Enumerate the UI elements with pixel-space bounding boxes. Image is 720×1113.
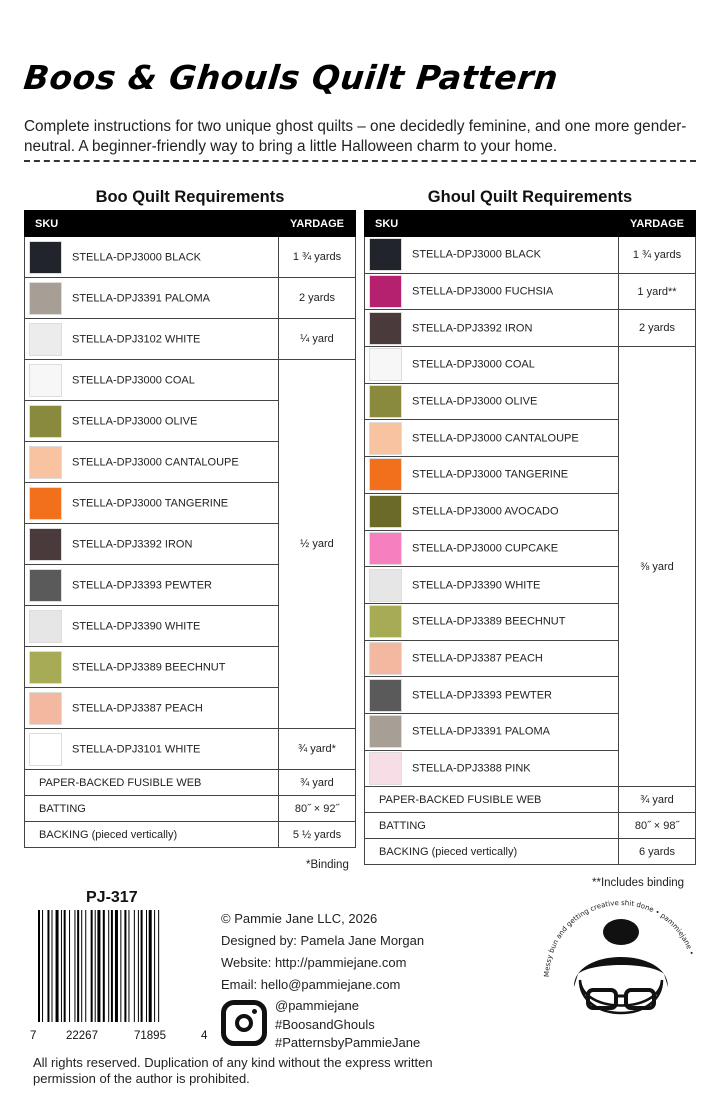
- fabric-row: [25, 319, 356, 360]
- merged-yardage: ⅜ yard: [619, 347, 696, 787]
- fabric-cell: [25, 729, 279, 770]
- fabric-cell: [365, 273, 619, 310]
- website-link[interactable]: Website: http://pammiejane.com: [221, 955, 407, 970]
- fabric-sku: STELLA-DPJ3388 PINK: [412, 762, 531, 775]
- barcode-icon: [36, 910, 208, 1022]
- merged-yardage: ½ yard: [279, 360, 356, 729]
- supply-row: [365, 787, 696, 813]
- fabric-sku: STELLA-DPJ3000 TANGERINE: [412, 468, 569, 481]
- barcode-bar: [146, 910, 147, 1022]
- fabric-swatch: [29, 610, 62, 643]
- hashtag-patterns: #PatternsbyPammieJane: [275, 1035, 421, 1050]
- barcode-bar: [77, 910, 79, 1022]
- supply-yardage: 5 ½ yards: [279, 822, 356, 848]
- fabric-swatch: [369, 422, 402, 455]
- fabric-sku: STELLA-DPJ3000 CANTALOUPE: [412, 432, 579, 445]
- barcode-bar: [141, 910, 143, 1022]
- fabric-sku: STELLA-DPJ3393 PEWTER: [72, 578, 212, 591]
- fabric-sku: STELLA-DPJ3391 PALOMA: [412, 725, 550, 738]
- supply-yardage: 6 yards: [619, 839, 696, 865]
- fabric-sku: STELLA-DPJ3102 WHITE: [72, 332, 201, 345]
- boo-table-title: Boo Quilt Requirements: [95, 188, 285, 206]
- barcode-bar: [95, 910, 96, 1022]
- instagram-icon[interactable]: [221, 1000, 267, 1046]
- barcode-bar: [120, 910, 121, 1022]
- fabric-cell: [25, 606, 279, 647]
- fabric-cell: [25, 565, 279, 606]
- barcode-bar: [128, 910, 129, 1022]
- fabric-cell: [365, 493, 619, 530]
- fabric-swatch: [29, 651, 62, 684]
- instagram-handle[interactable]: @pammiejane: [275, 998, 360, 1013]
- fabric-cell: [365, 420, 619, 457]
- fabric-sku: STELLA-DPJ3390 WHITE: [72, 619, 201, 632]
- copyright-text: © Pammie Jane LLC, 2026: [221, 911, 378, 926]
- boo-requirements-table: [24, 210, 356, 848]
- fabric-yardage: ¼ yard: [279, 319, 356, 360]
- ghoul-binding-note: **Includes binding: [592, 877, 685, 889]
- supply-label: BACKING (pieced vertically): [365, 839, 619, 865]
- fabric-row: [25, 729, 356, 770]
- fabric-swatch: [369, 275, 402, 308]
- fabric-sku: STELLA-DPJ3101 WHITE: [72, 742, 201, 755]
- fabric-swatch: [29, 733, 62, 766]
- hashtag-boos: #BoosandGhouls: [275, 1017, 375, 1032]
- fabric-yardage: 2 yards: [619, 310, 696, 347]
- fabric-swatch: [369, 642, 402, 675]
- fabric-swatch: [369, 715, 402, 748]
- fabric-swatch: [29, 364, 62, 397]
- fabric-yardage: ¾ yard*: [279, 729, 356, 770]
- barcode-bar: [103, 910, 105, 1022]
- barcode-bar: [115, 910, 118, 1022]
- col-yardage-header: YARDAGE: [619, 211, 696, 237]
- barcode-bar: [52, 910, 53, 1022]
- fabric-swatch: [29, 528, 62, 561]
- supply-yardage: 80˝ × 98˝: [619, 813, 696, 839]
- fabric-cell: [365, 383, 619, 420]
- fabric-yardage: 1 ¾ yards: [279, 237, 356, 278]
- fabric-cell: [25, 647, 279, 688]
- barcode-bar: [64, 910, 66, 1022]
- fabric-row: [365, 273, 696, 310]
- fabric-sku: STELLA-DPJ3000 CANTALOUPE: [72, 455, 239, 468]
- fabric-swatch: [369, 238, 402, 271]
- col-sku-header: SKU: [25, 211, 279, 237]
- fabric-cell: [365, 530, 619, 567]
- barcode-bar: [108, 910, 109, 1022]
- fabric-row: [365, 310, 696, 347]
- fabric-row: [25, 360, 356, 401]
- legal-notice: All rights reserved. Duplication of any kind without the express written permission of the author is prohibited.: [33, 1055, 433, 1086]
- fabric-row: [365, 237, 696, 274]
- barcode-bar: [61, 910, 62, 1022]
- logo-ring-text: Messy bun and getting creative shit done • pammiejane •: [542, 898, 696, 978]
- fabric-swatch: [369, 458, 402, 491]
- fabric-sku: STELLA-DPJ3387 PEACH: [72, 701, 203, 714]
- barcode-bar: [154, 910, 155, 1022]
- fabric-row: [25, 278, 356, 319]
- col-sku-header: SKU: [365, 211, 619, 237]
- ghoul-requirements-table: [364, 210, 696, 865]
- fabric-sku: STELLA-DPJ3392 IRON: [72, 537, 193, 550]
- barcode-digit-first: 7: [30, 1030, 37, 1042]
- fabric-cell: [25, 278, 279, 319]
- fabric-sku: STELLA-DPJ3000 OLIVE: [72, 414, 198, 427]
- dashed-divider: [24, 160, 696, 162]
- email-link[interactable]: Email: hello@pammiejane.com: [221, 977, 401, 992]
- fabric-swatch: [29, 446, 62, 479]
- supply-label: BACKING (pieced vertically): [25, 822, 279, 848]
- fabric-cell: [25, 483, 279, 524]
- fabric-swatch: [29, 323, 62, 356]
- supply-label: BATTING: [25, 796, 279, 822]
- fabric-swatch: [369, 312, 402, 345]
- fabric-cell: [365, 347, 619, 384]
- pattern-sku: PJ-317: [86, 889, 138, 906]
- barcode-bar: [124, 910, 126, 1022]
- fabric-sku: STELLA-DPJ3389 BEECHNUT: [412, 615, 566, 628]
- fabric-cell: [365, 457, 619, 494]
- fabric-cell: [365, 237, 619, 274]
- barcode-bar: [158, 910, 159, 1022]
- fabric-sku: STELLA-DPJ3000 COAL: [72, 373, 195, 386]
- supply-row: [25, 796, 356, 822]
- page-title: Boos & Ghouls Quilt Pattern: [21, 58, 561, 97]
- barcode-bar: [138, 910, 139, 1022]
- fabric-sku: STELLA-DPJ3000 COAL: [412, 358, 535, 371]
- fabric-swatch: [29, 487, 62, 520]
- fabric-cell: [25, 688, 279, 729]
- fabric-cell: [365, 603, 619, 640]
- barcode-digits-right: 71895: [134, 1030, 166, 1042]
- barcode-bar: [149, 910, 152, 1022]
- fabric-cell: [25, 442, 279, 483]
- fabric-cell: [25, 524, 279, 565]
- fabric-swatch: [369, 679, 402, 712]
- supply-row: [25, 770, 356, 796]
- supply-yardage: ¾ yard: [279, 770, 356, 796]
- fabric-row: [25, 237, 356, 278]
- fabric-cell: [365, 713, 619, 750]
- fabric-sku: STELLA-DPJ3387 PEACH: [412, 652, 543, 665]
- fabric-sku: STELLA-DPJ3000 FUCHSIA: [412, 285, 554, 298]
- supply-label: PAPER-BACKED FUSIBLE WEB: [365, 787, 619, 813]
- fabric-cell: [365, 750, 619, 787]
- barcode-bar: [91, 910, 93, 1022]
- supply-yardage: ¾ yard: [619, 787, 696, 813]
- fabric-cell: [365, 567, 619, 604]
- fabric-sku: STELLA-DPJ3390 WHITE: [412, 578, 541, 591]
- barcode-bar: [111, 910, 113, 1022]
- fabric-sku: STELLA-DPJ3000 CUPCAKE: [412, 542, 559, 555]
- fabric-sku: STELLA-DPJ3391 PALOMA: [72, 291, 210, 304]
- barcode-bar: [38, 910, 40, 1022]
- barcode-bar: [42, 910, 43, 1022]
- supply-yardage: 80˝ × 92˝: [279, 796, 356, 822]
- supply-label: PAPER-BACKED FUSIBLE WEB: [25, 770, 279, 796]
- barcode-bar: [81, 910, 82, 1022]
- fabric-yardage: 2 yards: [279, 278, 356, 319]
- pammiejane-logo-icon: [536, 892, 706, 1062]
- fabric-swatch: [29, 692, 62, 725]
- fabric-cell: [25, 319, 279, 360]
- fabric-swatch: [29, 241, 62, 274]
- boo-binding-note: *Binding: [306, 859, 349, 871]
- fabric-swatch: [369, 569, 402, 602]
- fabric-sku: STELLA-DPJ3000 BLACK: [412, 248, 542, 261]
- fabric-sku: STELLA-DPJ3393 PEWTER: [412, 689, 552, 701]
- fabric-sku: STELLA-DPJ3000 BLACK: [72, 250, 202, 263]
- supply-label: BATTING: [365, 813, 619, 839]
- supply-row: [25, 822, 356, 848]
- fabric-cell: [25, 360, 279, 401]
- supply-row: [365, 839, 696, 865]
- fabric-cell: [25, 237, 279, 278]
- barcode-digit-last: 4: [201, 1030, 208, 1042]
- fabric-sku: STELLA-DPJ3392 IRON: [412, 322, 533, 335]
- barcode-bar: [134, 910, 135, 1022]
- fabric-swatch: [29, 569, 62, 602]
- fabric-sku: STELLA-DPJ3389 BEECHNUT: [72, 660, 226, 673]
- fabric-yardage: 1 ¾ yards: [619, 237, 696, 274]
- fabric-swatch: [369, 532, 402, 565]
- barcode-digits-left: 22267: [66, 1030, 98, 1042]
- fabric-sku: STELLA-DPJ3000 OLIVE: [412, 395, 538, 408]
- barcode-bar: [97, 910, 100, 1022]
- fabric-cell: [365, 677, 619, 714]
- fabric-sku: STELLA-DPJ3000 AVOCADO: [412, 505, 559, 518]
- fabric-swatch: [369, 605, 402, 638]
- fabric-cell: [365, 640, 619, 677]
- fabric-row: [365, 347, 696, 384]
- fabric-swatch: [369, 495, 402, 528]
- col-yardage-header: YARDAGE: [279, 211, 356, 237]
- barcode-bar: [85, 910, 86, 1022]
- fabric-yardage: 1 yard**: [619, 273, 696, 310]
- fabric-swatch: [369, 348, 402, 381]
- supply-row: [365, 813, 696, 839]
- fabric-swatch: [369, 752, 402, 785]
- barcode-bar: [69, 910, 70, 1022]
- designer-text: Designed by: Pamela Jane Morgan: [221, 933, 425, 948]
- fabric-sku: STELLA-DPJ3000 TANGERINE: [72, 496, 229, 509]
- barcode-bar: [47, 910, 49, 1022]
- fabric-cell: [25, 401, 279, 442]
- fabric-swatch: [29, 282, 62, 315]
- barcode-bar: [74, 910, 75, 1022]
- intro-text: Complete instructions for two unique ghost quilts – one decidedly feminine, and one more gender-neutral. A beginner-friendly way to bring a little Halloween charm to your home.: [24, 118, 687, 155]
- fabric-swatch: [29, 405, 62, 438]
- fabric-swatch: [369, 385, 402, 418]
- barcode-bar: [56, 910, 59, 1022]
- ghoul-table-title: Ghoul Quilt Requirements: [427, 188, 633, 206]
- fabric-cell: [365, 310, 619, 347]
